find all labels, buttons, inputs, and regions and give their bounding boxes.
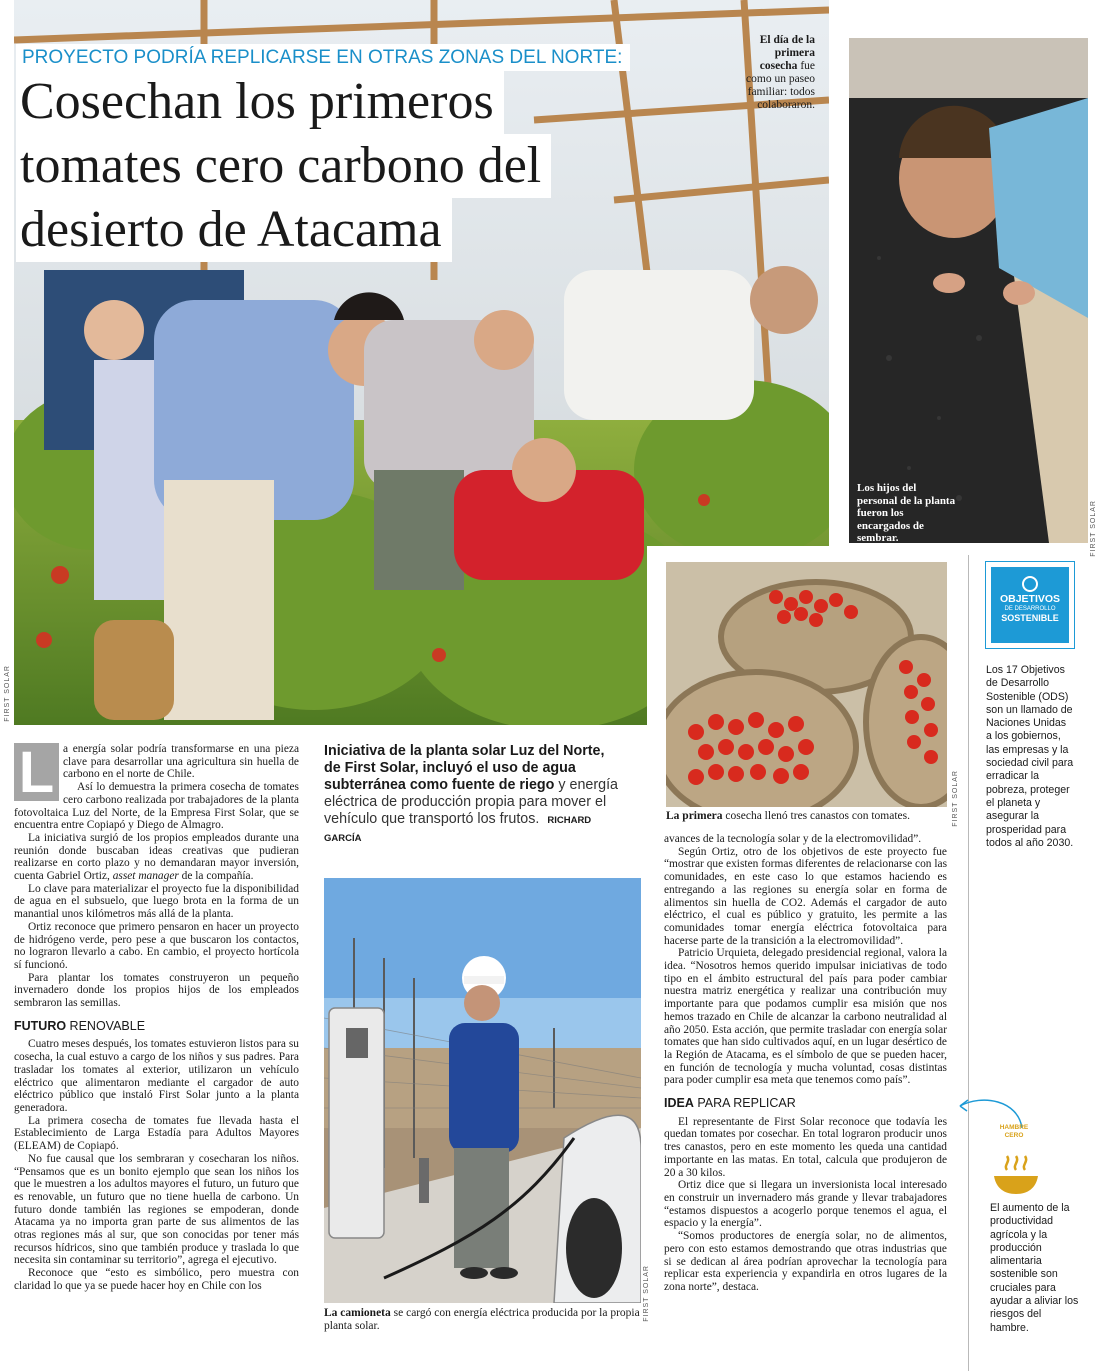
baskets-caption-bold: La primera	[666, 810, 723, 822]
paragraph-12: Patricio Urquieta, delegado presidencial regional, valora la idea. “Nosotros hemos querido impulsar iniciativas de todo tipo en el ámbito estructural del país para poder cambiar nuestra matriz energética y realizar una contribución muy importante para que podamos cumplir esa misión que nos hemos trazado en Chile de alcanzar la carbono neutralidad al año 2050. Esta acción, que permite trasladar con energía solar tomates que han sido cultivados aquí, en un lugar desértico de la Región de Atacama, es el símbolo de que se pueden hacer, en función de tecnología y mucha voluntad, cosas distintas para poder cumplir esa meta que tenemos como país”.	[664, 947, 947, 1087]
ods-line-3: SOSTENIBLE	[1001, 613, 1059, 623]
p2-a: La iniciativa surgió de los propios empleados durante una reunión donde buscaban ideas creativas que pudieran realizarse en corto plazo y no demandaran mayor inversión, cuenta Gabriel Ortiz,	[14, 831, 299, 883]
subhead-futuro-rest: RENOVABLE	[66, 1018, 146, 1033]
subhead-futuro-bold: FUTURO	[14, 1018, 67, 1033]
hunger-label-1: HAMBRE	[999, 1124, 1029, 1131]
headline-line-1: Cosechan los primeros	[16, 70, 504, 134]
paragraph-14: Ortiz dice que si llegara un inversionista local interesado en construir un invernadero más grande y llevar trabajadores “estamos dispuestos a acogerlo porque tenemos el agua, el espacio y la energía”.	[664, 1179, 947, 1230]
ods-text: Los 17 Objetivos de Desarrollo Sostenible (ODS) son un llamado de Naciones Unidas a los gobiernos, las empresas y la sociedad civil para erradicar la pobreza, proteger el planeta y asegurar la prosperidad para todos al año 2030.	[986, 664, 1074, 849]
deck-bold: Iniciativa de la planta solar Luz del Norte, de First Solar, incluyó el uso de agua subterránea como fuente de riego	[324, 743, 605, 793]
main-photo-caption-text: fue como un paseo familiar: todos colaboraron.	[746, 60, 815, 111]
paragraph-2	[14, 832, 299, 883]
main-photo-caption-bold: El día de la primera cosecha	[759, 34, 815, 72]
bowl-icon	[992, 1150, 1040, 1196]
paragraph-13: El representante de First Solar reconoce que todavía les quedan tomates por cosechar. En total lograron producir unos tres canastos, pero en este momento les queda una cantidad importante en las matas. En total, calcula que produjeron de 20 a 30 kilos.	[664, 1115, 947, 1179]
p2-b: de la compañía.	[178, 870, 254, 883]
main-photo-caption	[745, 34, 815, 112]
article-col-1	[14, 740, 299, 1293]
baskets-photo-credit: FIRST SOLAR	[952, 770, 959, 827]
globe-icon	[1022, 576, 1038, 592]
kids-photo	[849, 38, 1088, 543]
charger-caption	[324, 1307, 641, 1333]
paragraph-9: Reconoce que “esto es simbólico, pero muestra con claridad lo que ya se puede hacer hoy en Chile con los	[14, 1267, 299, 1292]
kids-photo-caption: Los hijos del personal de la planta fueron los encargados de sembrar.	[857, 482, 956, 543]
kicker: PROYECTO PODRÍA REPLICARSE EN OTRAS ZONAS DEL NORTE:	[16, 44, 630, 71]
paragraph-15: “Somos productores de energía solar, no de alimentos, pero con esto estamos demostrando que otras industrias que si se dedican al área podrían aprovechar la tecnología para replicar esta experiencia y expandirla en otros lugares de la zona norte”, destaca.	[664, 1230, 947, 1293]
paragraph-10: avances de la tecnología solar y de la electromovilidad”.	[664, 833, 922, 845]
deck	[324, 743, 624, 847]
subhead-futuro	[14, 1020, 299, 1033]
paragraph-8: No fue causal que los sembraran y cosecharan los niños. “Pensamos que es un bonito ejemplo que sean los niños los que le muestren a los adultos mayores el futuro, un futuro que es renovable, un futuro que no tiene huella de carbono. Un futuro donde también las regiones se empoderan, donde Atacama ya no importa gran parte de sus alimentos de las otras regiones más al sur, que son conocidas por tener más recursos hídricos, sino que también produce y traslada lo que necesita sin contaminar su territorio”, agrega el ejecutivo.	[14, 1152, 299, 1267]
p2-em: asset manager	[112, 870, 179, 883]
headline-line-3: desierto de Atacama	[16, 198, 452, 262]
ods-line-1: OBJETIVOS	[999, 593, 1061, 605]
baskets-caption-text: cosecha llenó tres canastos con tomates.	[722, 810, 910, 822]
article-col-3	[664, 833, 947, 1294]
kids-photo-credit: FIRST SOLAR	[1090, 500, 1097, 557]
deck-text: y energía eléctrica de producción propia para mover el vehículo que transportó los frutos.	[324, 777, 618, 827]
headline	[16, 70, 551, 262]
subhead-idea-rest: PARA REPLICAR	[693, 1096, 796, 1111]
ods-line-2: DE DESARROLLO	[1004, 606, 1056, 612]
baskets-caption	[666, 810, 947, 823]
lead-paragraph: a energía solar podría transformarse en una pieza clave para desarrollar una agricultura sin huella de carbono en el norte de Chile.	[63, 743, 299, 781]
charger-caption-bold: La camioneta	[324, 1307, 391, 1319]
hunger-label-2: CERO	[1004, 1132, 1024, 1139]
paragraph-6: Cuatro meses después, los tomates estuvieron listos para su cosecha, la cual estuvo a cargo de los niños y sus padres. Para trasladar los tomates al exterior, utilizaron un vehículo eléctrico que alimentaron mediante el cargador de auto eléctrico público que instaló First Solar junto a la planta generadora.	[14, 1038, 299, 1114]
subhead-idea	[664, 1097, 947, 1110]
baskets-photo	[666, 562, 947, 807]
subhead-idea-bold: IDEA	[664, 1096, 694, 1111]
paragraph-4: Ortiz reconoce que primero pensaron en hacer un proyecto de hidrógeno verde, pero pese a que buscaron los contactos, no lograron llevarlo a cabo. En cambio, el proyecto hortícola sí funcionó.	[14, 920, 299, 971]
hunger-label	[996, 1124, 1032, 1140]
paragraph-5: Para plantar los tomates construyeron un pequeño invernadero donde los propios hijos de los empleados sembraron las semillas.	[14, 971, 299, 1010]
paragraph-1: Así lo demuestra la primera cosecha de tomates cero carbono realizada por trabajadores de la planta fotovoltaica Luz del Norte, de la Empresa First Solar, que se encuentra entre Copiapó y Diego de Almagro.	[14, 781, 299, 832]
charger-photo	[324, 878, 641, 1303]
charger-photo-credit: FIRST SOLAR	[643, 1265, 650, 1322]
byline: RICHARD GARCÍA	[324, 815, 592, 844]
charger-caption-text: se cargó con energía eléctrica producida por la propia planta solar.	[324, 1307, 640, 1332]
hunger-text: El aumento de la productividad agrícola y la producción alimentaria sostenible son cruciales para ayudar a aliviar los riesgos del hambre.	[990, 1202, 1079, 1334]
main-photo-credit: FIRST SOLAR	[4, 665, 11, 722]
paragraph-7: La primera cosecha de tomates fue llevada hasta el Establecimiento de Larga Estadía para Adultos Mayores (ELEAM) de Copiapó.	[14, 1114, 299, 1153]
ods-logo	[986, 562, 1074, 648]
headline-line-2: tomates cero carbono del	[16, 134, 551, 198]
paragraph-3: Lo clave para materializar el proyecto fue la disponibilidad de agua en el subsuelo, que luego brota en la forma de un manantial unos kilómetros más allá de la planta.	[14, 882, 299, 921]
paragraph-11: Según Ortiz, otro de los objetivos de este proyecto fue “mostrar que existen formas diferentes de relacionarse con las comunidades, en este caso lo que estamos haciendo es entregando a las regiones su energía solar en forma de alimentos sin huella de CO2. Además el cargador de auto eléctrico, el cual es público y gratuito, les permite a las comunidades tomar energía eléctrica fotovoltaica para hacerse parte de la transición a la electromovilidad”.	[664, 845, 947, 947]
sidebar-divider	[968, 555, 969, 1371]
drop-cap: L	[14, 743, 59, 801]
